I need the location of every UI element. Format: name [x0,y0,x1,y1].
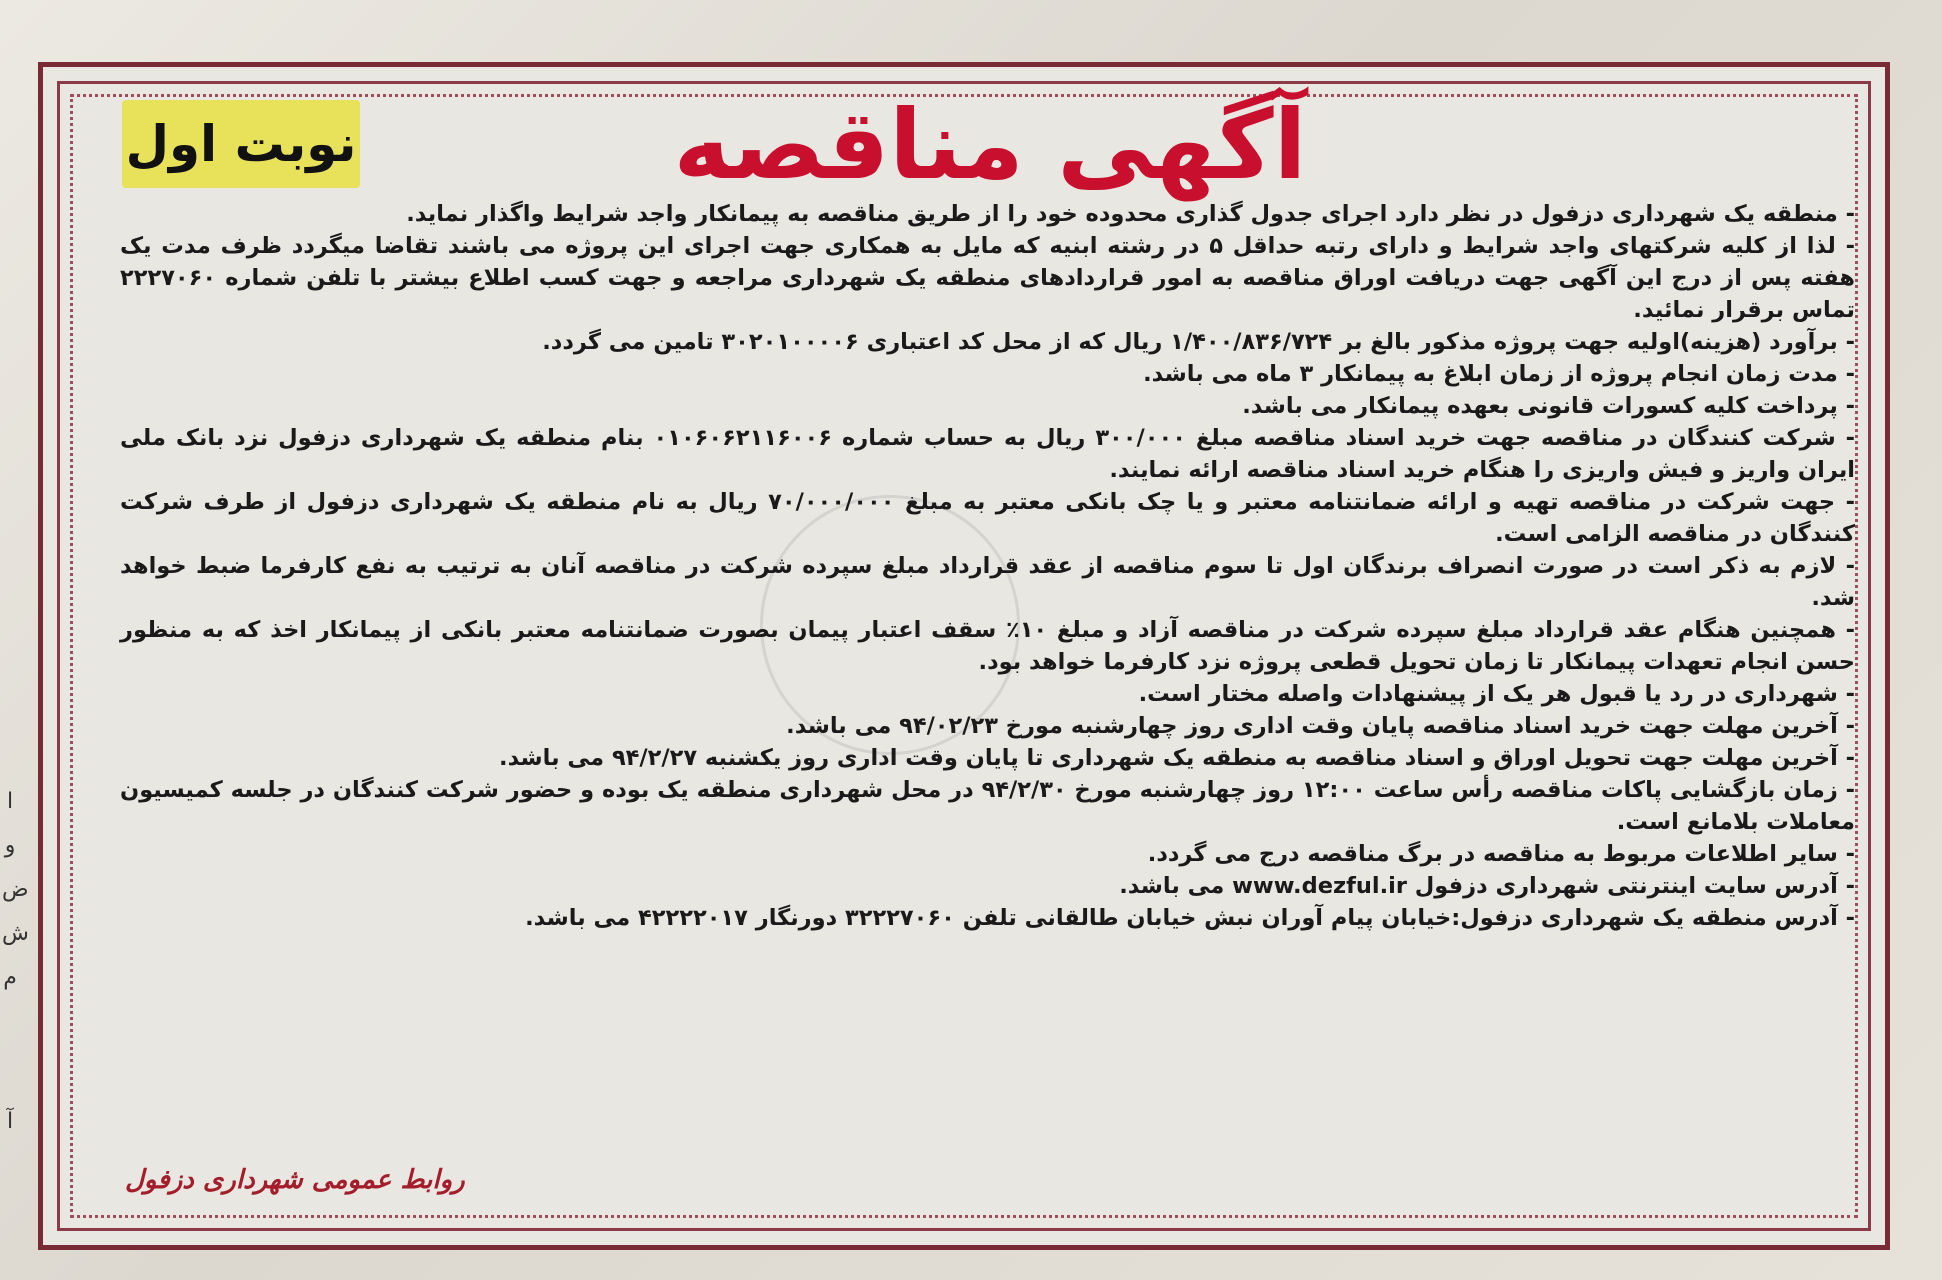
paragraph: - شهرداری در رد یا قبول هر یک از پیشنهادات واصله مختار است. [1138,681,1855,707]
paragraph: - منطقه یک شهرداری دزفول در نظر دارد اجرای جدول گذاری محدوده خود را از طریق مناقصه به پیمانکار واجد شرایط واگذار نماید. [406,201,1855,227]
paragraph: - لازم به ذکر است در صورت انصراف برندگان اول تا سوم مناقصه از عقد قرارداد مبلغ سپرده شرکت در مناقصه آنان به ترتیب به نفع کارفرما ضبط خواهد شد. [120,553,1855,611]
public-relations-signature: روابط عمومی شهرداری دزفول [125,1165,465,1195]
paragraph: - زمان بازگشایی پاکات مناقصه رأس ساعت ۱۲:۰۰ روز چهارشنبه مورخ ۹۴/۲/۳۰ در محل شهرداری منطقه یک بوده و حضور شرکت کنندگان در جلسه کمیسیون معاملات بلامانع است. [120,777,1855,835]
paragraph: - جهت شرکت در مناقصه تهیه و ارائه ضمانتنامه معتبر و یا چک بانکی معتبر به مبلغ ۷۰/۰۰۰/۰۰۰ ریال به نام منطقه یک شهرداری دزفول از طرف شرکت کنندگان در مناقصه الزامی است. [120,489,1856,547]
paragraph: - سایر اطلاعات مربوط به مناقصه در برگ مناقصه درج می گردد. [1147,841,1855,867]
side-char: ض [2,877,29,902]
paragraph: - برآورد (هزینه)اولیه جهت پروژه مذکور بالغ بر ۱/۴۰۰/۸۳۶/۷۲۴ ریال که از محل کد اعتباری ۳۰۲۰۱۰۰۰۰۶ تامین می گردد. [542,329,1855,355]
paragraph: - همچنین هنگام عقد قرارداد مبلغ سپرده شرکت در مناقصه آزاد و مبلغ ۱۰٪ سقف اعتبار پیمان بصورت ضمانتنامه معتبر بانکی از پیمانکار اخذ که به منظور حسن انجام تعهدات پیمانکار تا زمان تحویل قطعی پروژه نزد کارفرما خواهد بود. [120,617,1856,675]
side-char: و [4,833,16,858]
paragraph: - لذا از کلیه شرکتهای واجد شرایط و دارای رتبه حداقل ۵ در رشته ابنیه که مایل به همکاری جهت اجرای این پروژه می باشند تقاضا میگردد ظرف مدت یک هفته پس از درج این آگهی جهت دریافت اوراق مناقصه به امور قراردادهای منطقه یک شهرداری مراجعه و جهت کسب اطلاع بیشتر با تلفن شماره ۲۲۲۷۰۶۰ تماس برقرار نمائید. [120,233,1855,323]
side-char: ا [6,789,14,814]
side-char: م [3,965,17,990]
tender-title: آگهی مناقصه [673,89,1307,201]
paragraph: - آدرس منطقه یک شهرداری دزفول:خیابان پیام آوران نبش خیابان طالقانی تلفن ۳۲۲۲۷۰۶۰ دورنگار ۴۲۲۲۲۰۱۷ می باشد. [525,905,1855,931]
tender-body [120,198,1855,934]
adjacent-column-fragment [2,780,29,1144]
paragraph: - آخرین مهلت جهت تحویل اوراق و اسناد مناقصه به منطقه یک شهرداری تا پایان وقت اداری روز یکشنبه ۹۴/۲/۲۷ می باشد. [499,745,1855,771]
paragraph: - پرداخت کلیه کسورات قانونی بعهده پیمانکار می باشد. [1242,393,1855,419]
side-char: ش [2,921,29,946]
side-char: آ [6,1109,14,1134]
advertisement-content [70,80,1880,1240]
paragraph: - مدت زمان انجام پروژه از زمان ابلاغ به پیمانکار ۳ ماه می باشد. [1143,361,1855,387]
paragraph: - آدرس سایت اینترنتی شهرداری دزفول www.dezful.ir می باشد. [1119,873,1855,899]
paragraph: - شرکت کنندگان در مناقصه جهت خرید اسناد مناقصه مبلغ ۳۰۰/۰۰۰ ریال به حساب شماره ۰۱۰۶۰۶۲۱۱۶۰۰۶ بنام منطقه یک شهرداری دزفول نزد بانک ملی ایران واریز و فیش واریزی را هنگام خرید اسناد مناقصه ارائه نمایند. [120,425,1855,483]
paragraph: - آخرین مهلت جهت خرید اسناد مناقصه پایان وقت اداری روز چهارشنبه مورخ ۹۴/۰۲/۲۳ می باشد. [786,713,1855,739]
first-publication-badge: نوبت اول [122,100,360,188]
